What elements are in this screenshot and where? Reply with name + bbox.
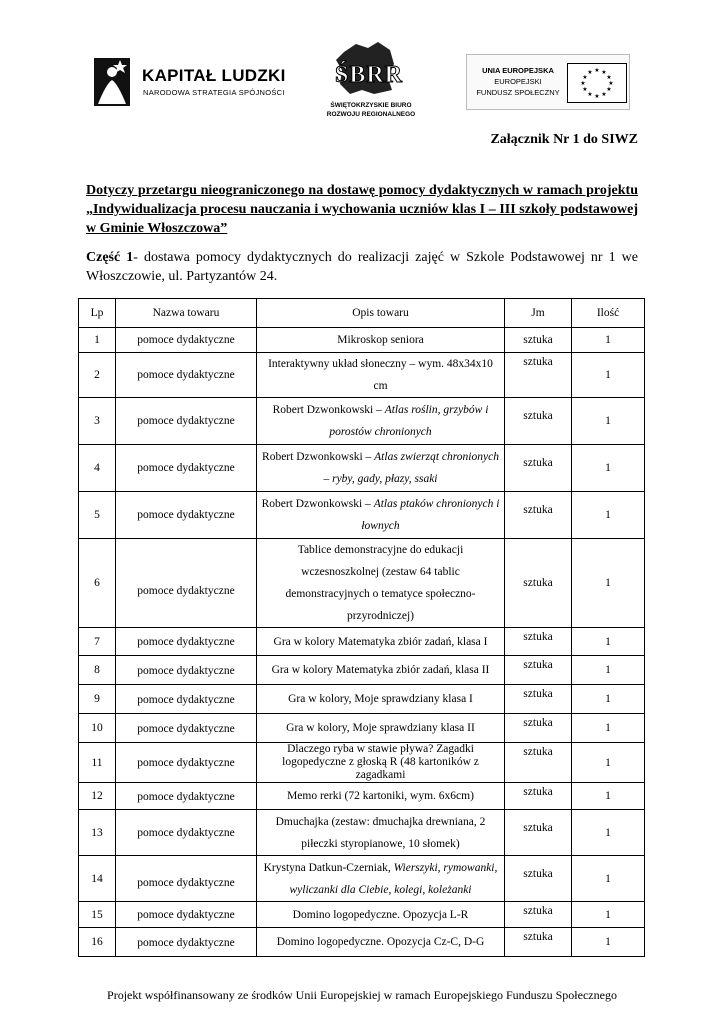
cell-unit: sztuka (505, 445, 572, 492)
header-name: Nazwa towaru (116, 299, 257, 328)
cell-lp: 14 (79, 856, 116, 902)
cell-name: pomoce dydaktyczne (116, 928, 257, 957)
cell-desc (257, 902, 505, 928)
cell-name: pomoce dydaktyczne (116, 810, 257, 856)
desc-plain: Robert Dzwonkowski – (262, 451, 375, 463)
svg-text:★: ★ (601, 91, 607, 98)
part-label: Część 1 (86, 250, 134, 265)
cell-name: pomoce dydaktyczne (116, 328, 257, 353)
eu-logo (466, 54, 630, 110)
cell-desc (257, 856, 505, 902)
cell-qty: 1 (572, 539, 645, 628)
cell-lp: 4 (79, 445, 116, 492)
desc-italic: Atlas zwierząt chronionych – ryby, gady, płazy, ssaki (323, 451, 499, 485)
desc-text (260, 857, 501, 901)
desc-plain: Robert Dzwonkowski – (272, 404, 385, 416)
cell-unit: sztuka (505, 656, 572, 685)
desc-text: Domino logopedyczne. Opozycja L-R (292, 908, 469, 921)
eu-line3: FUNDUSZ SPOŁECZNY (476, 88, 560, 97)
cell-qty: 1 (572, 628, 645, 656)
cell-unit: sztuka (505, 628, 572, 656)
desc-text: Memo rerki (72 kartoniki, wym. 6x6cm) (287, 790, 474, 802)
page-footer: Projekt współfinansowany ze środków Unii Europejskiej w ramach Europejskiego Funduszu Społecznego (107, 988, 617, 1002)
cell-lp: 11 (79, 743, 116, 783)
table-row (79, 398, 645, 445)
svg-text:★: ★ (601, 69, 607, 76)
svg-text:★: ★ (608, 80, 614, 87)
desc-italic: Wierszyki, rymowanki, wyliczanki dla Ciebie, kolegi, koleżanki (289, 861, 498, 896)
eu-line1: UNIA EUROPEJSKA (482, 66, 554, 75)
desc-text: Tablice demonstracyjne do edukacji wczesnoszkolnej (zestaw 64 tablic demonstracyjnych o tematyce społeczno-przyrodniczej) (285, 544, 476, 622)
svg-text:★: ★ (606, 74, 612, 81)
table-row (79, 743, 645, 783)
cell-unit: sztuka (505, 928, 572, 957)
cell-lp: 6 (79, 539, 116, 628)
table-row (79, 856, 645, 902)
header-desc: Opis towaru (257, 299, 505, 328)
sbrr-logo (316, 40, 426, 122)
table-row (79, 539, 645, 628)
table-header-row (79, 299, 645, 328)
cell-qty: 1 (572, 714, 645, 743)
cell-lp: 3 (79, 398, 116, 445)
cell-lp: 16 (79, 928, 116, 957)
cell-unit: sztuka (505, 398, 572, 445)
cell-name: pomoce dydaktyczne (116, 714, 257, 743)
desc-plain: Robert Dzwonkowski – (261, 498, 374, 510)
cell-desc (257, 398, 505, 445)
svg-text:★: ★ (606, 86, 612, 93)
cell-qty: 1 (572, 928, 645, 957)
table-row (79, 928, 645, 957)
cell-name: pomoce dydaktyczne (116, 743, 257, 783)
cell-name: pomoce dydaktyczne (116, 398, 257, 445)
cell-unit: sztuka (505, 539, 572, 628)
part-description (86, 248, 638, 286)
table-row (79, 445, 645, 492)
cell-unit: sztuka (505, 810, 572, 856)
cell-unit: sztuka (505, 783, 572, 810)
table-row (79, 628, 645, 656)
desc-text: Dmuchajka (zestaw: dmuchajka drewniana, 2 piłeczki styropianowe, 10 słomek) (275, 815, 486, 850)
table-row (79, 353, 645, 398)
cell-lp: 7 (79, 628, 116, 656)
desc-text: Domino logopedyczne. Opozycja Cz-C, D-G (276, 936, 485, 948)
annex-title: Załącznik Nr 1 do SIWZ (490, 132, 638, 147)
cell-qty: 1 (572, 783, 645, 810)
desc-text (260, 446, 501, 490)
desc-italic: Atlas roślin, grzybów i porostów chronionych (329, 404, 489, 438)
table-row (79, 328, 645, 353)
cell-lp: 2 (79, 353, 116, 398)
table-row (79, 902, 645, 928)
cell-qty: 1 (572, 398, 645, 445)
desc-text: Gra w kolory, Moje sprawdziany klasa II (286, 722, 475, 734)
cell-lp: 5 (79, 492, 116, 539)
svg-text:★: ★ (580, 80, 586, 87)
cell-name: pomoce dydaktyczne (116, 685, 257, 714)
cell-desc (257, 628, 505, 656)
cell-unit: sztuka (505, 353, 572, 398)
cell-qty: 1 (572, 492, 645, 539)
sbrr-line1: ŚWIĘTOKRZYSKIE BIURO (330, 102, 412, 109)
svg-text:★: ★ (582, 86, 588, 93)
cell-qty: 1 (572, 856, 645, 902)
cell-desc (257, 714, 505, 743)
part-text: - dostawa pomocy dydaktycznych do realizacji zajęć w Szkole Podstawowej nr 1 we Włoszczowie, ul. Partyzantów 24. (86, 250, 638, 284)
table-row (79, 492, 645, 539)
cell-unit: sztuka (505, 856, 572, 902)
cell-lp: 9 (79, 685, 116, 714)
svg-text:★: ★ (587, 69, 593, 76)
cell-unit: sztuka (505, 328, 572, 353)
cell-qty: 1 (572, 353, 645, 398)
eu-line2: EUROPEJSKI (494, 77, 542, 86)
cell-name: pomoce dydaktyczne (116, 783, 257, 810)
cell-name: pomoce dydaktyczne (116, 656, 257, 685)
cell-unit: sztuka (505, 902, 572, 928)
cell-name: pomoce dydaktyczne (116, 628, 257, 656)
cell-desc (257, 539, 505, 628)
cell-desc (257, 783, 505, 810)
cell-unit: sztuka (505, 714, 572, 743)
eu-flag-icon (567, 63, 627, 103)
desc-plain: Krystyna Datkun-Czerniak, (263, 861, 394, 874)
cell-qty: 1 (572, 902, 645, 928)
cell-unit: sztuka (505, 685, 572, 714)
cell-lp: 12 (79, 783, 116, 810)
cell-lp: 8 (79, 656, 116, 685)
header-logos (0, 40, 724, 120)
cell-name: pomoce dydaktyczne (116, 353, 257, 398)
desc-text: Dlaczego ryba w stawie pływa? Zagadki logopedyczne z głoską R (48 kartoników z zagadkami (282, 743, 479, 781)
desc-italic: Atlas ptaków chronionych i łownych (361, 498, 500, 532)
cell-name: pomoce dydaktyczne (116, 856, 257, 902)
cell-desc (257, 656, 505, 685)
table-row (79, 714, 645, 743)
svg-text:★: ★ (594, 93, 600, 100)
cell-name: pomoce dydaktyczne (116, 539, 257, 628)
desc-text: Gra w kolory Matematyka zbiór zadań, klasa II (271, 664, 490, 676)
kapital-ludzki-logo (92, 54, 292, 114)
cell-desc (257, 353, 505, 398)
header-unit: Jm (505, 299, 572, 328)
cell-name: pomoce dydaktyczne (116, 445, 257, 492)
desc-text (260, 493, 501, 537)
cell-unit: sztuka (505, 743, 572, 783)
cell-lp: 13 (79, 810, 116, 856)
cell-desc (257, 810, 505, 856)
table-row (79, 656, 645, 685)
cell-desc (257, 685, 505, 714)
cell-desc (257, 492, 505, 539)
cell-qty: 1 (572, 656, 645, 685)
kapital-ludzki-title: KAPITAŁ LUDZKI (142, 66, 286, 85)
desc-text: Mikroskop seniora (337, 334, 424, 346)
sbrr-name: ŚBRR (334, 62, 404, 88)
cell-qty: 1 (572, 685, 645, 714)
eu-logo-text (473, 65, 563, 98)
svg-text:★: ★ (594, 67, 600, 74)
kapital-ludzki-subtitle: NARODOWA STRATEGIA SPÓJNOŚCI (143, 88, 285, 97)
desc-text: Gra w kolory, Moje sprawdziany klasa I (288, 693, 473, 705)
tender-subject: Dotyczy przetargu nieograniczonego na dostawę pomocy dydaktycznych w ramach projektu „Indywidualizacja procesu nauczania i wychowania uczniów klas I – III szkoły podstawowej w Gminie Włoszczowa” (86, 183, 638, 236)
table-row (79, 783, 645, 810)
desc-text: Gra w kolory Matematyka zbiór zadań, klasa I (273, 635, 488, 648)
cell-qty: 1 (572, 810, 645, 856)
cell-unit: sztuka (505, 492, 572, 539)
cell-desc (257, 928, 505, 957)
cell-qty: 1 (572, 445, 645, 492)
cell-lp: 1 (79, 328, 116, 353)
cell-desc (257, 328, 505, 353)
kapital-ludzki-emblem-icon (92, 54, 132, 110)
desc-text (260, 399, 501, 443)
table-row (79, 810, 645, 856)
svg-text:★: ★ (587, 91, 593, 98)
table-row (79, 685, 645, 714)
cell-name: pomoce dydaktyczne (116, 492, 257, 539)
cell-qty: 1 (572, 743, 645, 783)
cell-desc (257, 743, 505, 783)
header-qty: Ilość (572, 299, 645, 328)
cell-name: pomoce dydaktyczne (116, 902, 257, 928)
cell-desc (257, 445, 505, 492)
items-table (78, 298, 645, 957)
cell-qty: 1 (572, 328, 645, 353)
cell-lp: 15 (79, 902, 116, 928)
sbrr-line2: ROZWOJU REGIONALNEGO (326, 111, 416, 118)
header-lp: Lp (79, 299, 116, 328)
svg-text:★: ★ (582, 74, 588, 81)
desc-text: Interaktywny układ słoneczny – wym. 48x34x10 cm (268, 358, 493, 392)
cell-lp: 10 (79, 714, 116, 743)
